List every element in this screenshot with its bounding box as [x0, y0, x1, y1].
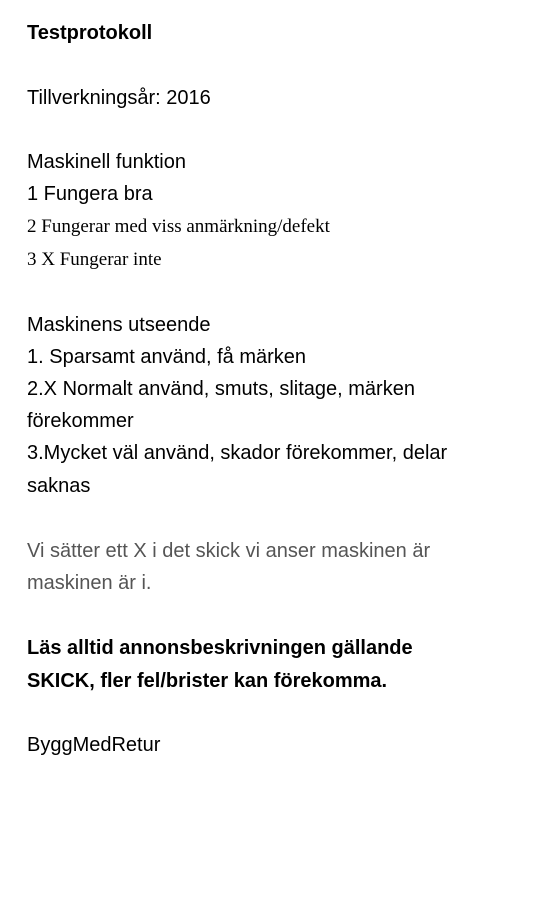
appearance-line-1: 1. Sparsamt använd, få märken [27, 346, 307, 368]
signature: ByggMedRetur [27, 734, 161, 756]
function-item-1: 1 Fungera bra [27, 183, 153, 205]
function-heading: Maskinell funktion [27, 151, 186, 173]
appearance-line-5: saknas [27, 475, 91, 497]
function-item-2: 2 Fungerar med viss anmärkning/defekt [27, 216, 330, 237]
appearance-heading: Maskinens utseende [27, 314, 211, 336]
warning-line-1: Läs alltid annonsbeskrivningen gällande [27, 637, 413, 659]
note-line-1: Vi sätter ett X i det skick vi anser maskinen är [27, 540, 431, 562]
appearance-line-3: förekommer [27, 410, 134, 432]
warning-line-2: SKICK, fler fel/brister kan förekomma. [27, 670, 388, 692]
note-line-2: maskinen är i. [27, 572, 152, 594]
manufacture-year: Tillverkningsår: 2016 [27, 87, 211, 109]
appearance-line-2: 2.X Normalt använd, smuts, slitage, märken [27, 378, 415, 400]
document-title: Testprotokoll [27, 22, 153, 44]
function-item-3: 3 X Fungerar inte [27, 249, 162, 270]
appearance-line-4: 3.Mycket väl använd, skador förekommer, delar [27, 442, 448, 464]
